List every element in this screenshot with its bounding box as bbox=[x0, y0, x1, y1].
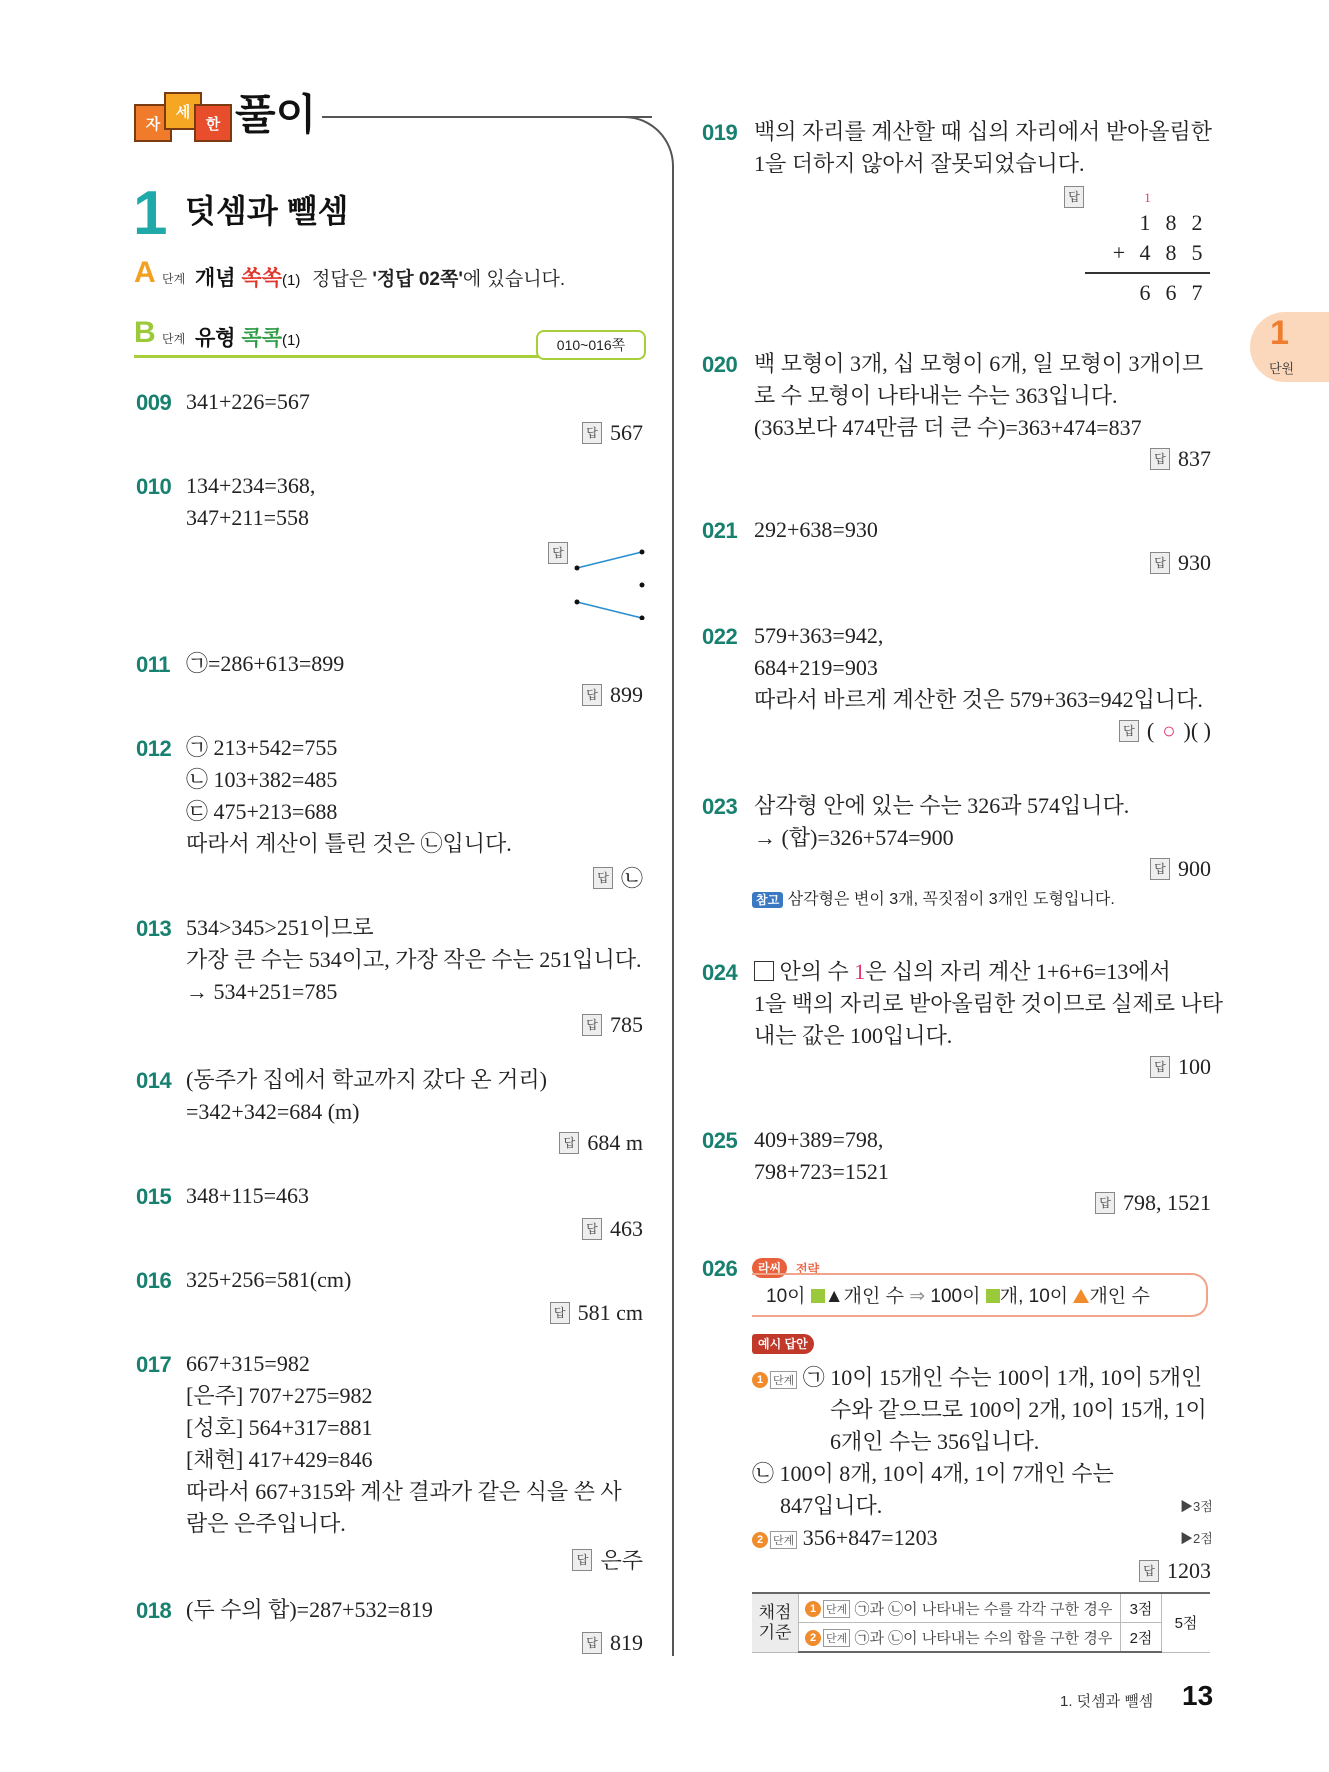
solution-line: ㉡ 103+382=485 bbox=[186, 767, 338, 792]
answer-label-icon: 답 bbox=[582, 684, 602, 706]
answer: 답 100 bbox=[1150, 1054, 1211, 1080]
unit-label: 단원 bbox=[1269, 361, 1295, 376]
lassi-badge: 라씨 bbox=[752, 1258, 787, 1278]
answer: 답 567 bbox=[582, 420, 643, 446]
step-2-badge: 2 단계 bbox=[752, 1531, 797, 1549]
answer-label-icon: 답 bbox=[582, 1014, 602, 1036]
stage-a-name: 개념 쏙쏙(1) bbox=[195, 267, 301, 290]
answer-label-icon: 답 bbox=[1150, 448, 1170, 470]
answer-label-icon: 답 bbox=[1119, 720, 1139, 742]
column-divider bbox=[672, 168, 674, 1656]
logo-blocks bbox=[134, 90, 234, 142]
answer: 답 은주 bbox=[572, 1544, 643, 1575]
solution-line: 798+723=1521 bbox=[754, 1159, 889, 1184]
solution-line: 347+211=558 bbox=[186, 505, 309, 530]
solution-line: (동주가 집에서 학교까지 갔다 온 거리) bbox=[186, 1067, 547, 1092]
solution-line: ㉢ 475+213=688 bbox=[186, 799, 338, 824]
solution-line: 341+226=567 bbox=[186, 389, 310, 414]
stage-a-mark: A bbox=[134, 256, 156, 289]
problem-number: 025 bbox=[702, 1128, 738, 1153]
stage-b-mark: B bbox=[134, 316, 156, 349]
answer-label-icon: 답 bbox=[550, 1302, 570, 1324]
solution-line: 로 수 모형이 나타내는 수는 363입니다. bbox=[754, 383, 1118, 408]
solution-line: [은주] 707+275=982 bbox=[186, 1383, 373, 1408]
page-title: 풀이 bbox=[235, 91, 317, 138]
logo-block-3: 한 bbox=[194, 104, 232, 142]
problem-number: 011 bbox=[136, 652, 170, 677]
example-answer-badge: 예시 답안 bbox=[752, 1334, 814, 1354]
solution-line: 따라서 계산이 틀린 것은 ㉡입니다. bbox=[186, 831, 512, 856]
header-rule-curve bbox=[620, 116, 674, 170]
logo-block-1: 자 bbox=[134, 104, 172, 142]
problem-number: 021 bbox=[702, 518, 738, 543]
problem-number: 015 bbox=[136, 1184, 172, 1209]
answer: 답 463 bbox=[582, 1216, 643, 1242]
answer: 답 785 bbox=[582, 1012, 643, 1038]
problem-number: 014 bbox=[136, 1068, 172, 1093]
solution-line: [성호] 564+317=881 bbox=[186, 1415, 373, 1440]
problem-number: 009 bbox=[136, 390, 172, 415]
reference-badge: 참고 bbox=[752, 892, 783, 908]
solution-line: 람은 은주입니다. bbox=[186, 1511, 346, 1536]
solution-line: ㉠=286+613=899 bbox=[186, 651, 345, 676]
answer: 답 ㉡ bbox=[593, 862, 643, 893]
answer-label-icon: 답 bbox=[572, 1549, 592, 1571]
grading-points: 3점 bbox=[1121, 1593, 1162, 1623]
solution-line: 348+115=463 bbox=[186, 1183, 309, 1208]
solution-line: =342+342=684 (m) bbox=[186, 1099, 360, 1124]
answer-label-icon: 답 bbox=[1064, 186, 1084, 208]
header-rule bbox=[322, 116, 652, 118]
green-square-icon bbox=[811, 1289, 825, 1303]
grading-criteria-table bbox=[752, 1592, 1210, 1653]
solution-line: 667+315=982 bbox=[186, 1351, 310, 1376]
chapter-title: 덧셈과 뺄셈 bbox=[185, 193, 349, 229]
green-square-icon bbox=[986, 1289, 1000, 1303]
orange-triangle-icon bbox=[1073, 1289, 1089, 1303]
solution-line: ㉠ 213+542=755 bbox=[186, 735, 338, 760]
answer: 답 899 bbox=[582, 682, 643, 708]
step-2-points: ▶2점 bbox=[1180, 1531, 1213, 1546]
problem-number: 024 bbox=[702, 960, 738, 985]
strategy-badge: 전략 bbox=[796, 1262, 820, 1276]
solution-line: 6개인 수는 356입니다. bbox=[830, 1429, 1040, 1454]
solution-line: 534>345>251이므로 bbox=[186, 915, 374, 940]
solution-line: (두 수의 합)=287+532=819 bbox=[186, 1597, 433, 1622]
solution-line: → 534+251=785 bbox=[186, 979, 338, 1004]
grading-points: 2점 bbox=[1121, 1623, 1162, 1653]
solution-line: 수와 같으므로 100이 2개, 10이 15개, 1이 bbox=[830, 1397, 1207, 1422]
solution-line: 409+389=798, bbox=[754, 1127, 884, 1152]
answer-label-icon: 답 bbox=[559, 1132, 579, 1154]
solution-line: 847입니다. bbox=[780, 1493, 883, 1518]
solution-line: 안의 수 1은 십의 자리 계산 1+6+6=13에서 bbox=[754, 956, 1171, 988]
answer-label-icon: 답 bbox=[1150, 552, 1170, 574]
problem-number: 023 bbox=[702, 794, 738, 819]
grading-total: 5점 bbox=[1162, 1593, 1211, 1652]
page-number: 13 bbox=[1182, 1680, 1214, 1711]
stage-a-note: 정답은 '정답 02쪽'에 있습니다. bbox=[312, 269, 566, 290]
solution-line: 579+363=942, bbox=[754, 623, 884, 648]
answer: 답 900 bbox=[1150, 856, 1211, 882]
solution-line: 325+256=581(cm) bbox=[186, 1267, 352, 1292]
chapter-number: 1 bbox=[133, 179, 168, 248]
solution-line: 따라서 667+315와 계산 결과가 같은 식을 쓴 사 bbox=[186, 1479, 622, 1504]
solution-line: 가장 큰 수는 534이고, 가장 작은 수는 251입니다. bbox=[186, 947, 642, 972]
solution-line: 백 모형이 3개, 십 모형이 6개, 일 모형이 3개이므 bbox=[754, 351, 1204, 376]
answer-label-icon: 답 bbox=[582, 422, 602, 444]
solution-line: 삼각형 안에 있는 수는 326과 574입니다. bbox=[754, 793, 1130, 818]
problem-number: 016 bbox=[136, 1268, 172, 1293]
solution-line: 2 단계 356+847=1203 bbox=[752, 1522, 938, 1554]
grading-head: 채점 기준 bbox=[752, 1593, 799, 1652]
answer-label-icon: 답 bbox=[1150, 858, 1170, 880]
solution-line: 1 단계 ㉠ 10이 15개인 수는 100이 1개, 10이 5개인 bbox=[752, 1362, 1202, 1394]
grading-criterion: 2 단계 ㉠과 ㉡이 나타내는 수의 합을 구한 경우 bbox=[799, 1623, 1121, 1653]
stage-b-step: 단계 bbox=[162, 332, 186, 346]
answer: 답 581 cm bbox=[550, 1300, 643, 1326]
answer: 답 837 bbox=[1150, 446, 1211, 472]
answer: 답 684 m bbox=[559, 1130, 643, 1156]
reference-note: 참고 삼각형은 변이 3개, 꼭짓점이 3개인 도형입니다. bbox=[752, 886, 1115, 909]
grading-criterion: 1 단계 ㉠과 ㉡이 나타내는 수를 각각 구한 경우 bbox=[799, 1593, 1121, 1623]
answer: 답 ( ○ )( ) bbox=[1119, 718, 1211, 744]
solution-line: 내는 값은 100입니다. bbox=[754, 1023, 953, 1048]
solution-line: 백의 자리를 계산할 때 십의 자리에서 받아올림한 bbox=[754, 119, 1213, 144]
page-range-tag: 010~016쪽 bbox=[536, 330, 646, 360]
answer: 답 798, 1521 bbox=[1095, 1190, 1211, 1216]
problem-number: 010 bbox=[136, 474, 172, 499]
problem-number: 020 bbox=[702, 352, 738, 377]
problem-number: 013 bbox=[136, 916, 172, 941]
problem-number: 022 bbox=[702, 624, 738, 649]
stage-b-name: 유형 콕콕(1) bbox=[195, 327, 301, 350]
stage-a-step: 단계 bbox=[162, 272, 186, 286]
vertical-addition: 1 1 8 2 + 4 8 5 6 6 7 bbox=[1085, 190, 1210, 310]
problem-number: 012 bbox=[136, 736, 172, 761]
line-matching-diagram bbox=[560, 540, 660, 620]
answer-label-icon: 답 bbox=[582, 1218, 602, 1240]
solution-line: (363보다 474만큼 더 큰 수)=363+474=837 bbox=[754, 415, 1142, 440]
step-1-badge: 1 단계 bbox=[752, 1371, 797, 1389]
problem-number: 026 bbox=[702, 1256, 738, 1281]
strategy-box: 10이 ▲개인 수 ⇒ 100이 개, 10이 개인 수 bbox=[752, 1273, 1208, 1317]
solution-line: 684+219=903 bbox=[754, 655, 878, 680]
problem-number: 017 bbox=[136, 1352, 172, 1377]
solution-line: 1을 백의 자리로 받아올림한 것이므로 실제로 나타 bbox=[754, 991, 1224, 1016]
blank-box-icon bbox=[754, 961, 774, 981]
answer-label-icon: 답 bbox=[582, 1632, 602, 1654]
unit-number: 1 bbox=[1270, 314, 1289, 352]
solution-line: [채현] 417+429=846 bbox=[186, 1447, 373, 1472]
problem-number: 019 bbox=[702, 120, 738, 145]
solution-line: → (합)=326+574=900 bbox=[754, 825, 954, 850]
solution-line: 따라서 바르게 계산한 것은 579+363=942입니다. bbox=[754, 687, 1203, 712]
answer: 답 930 bbox=[1150, 550, 1211, 576]
solution-line: ㉡ 100이 8개, 10이 4개, 1이 7개인 수는 bbox=[752, 1461, 1114, 1486]
problem-number: 018 bbox=[136, 1598, 172, 1623]
solution-line: 1을 더하지 않아서 잘못되었습니다. bbox=[754, 151, 1085, 176]
answer-label-icon: 답 bbox=[593, 867, 613, 889]
answer: 답 1203 bbox=[1139, 1558, 1211, 1584]
step-1-points: ▶3점 bbox=[1180, 1499, 1213, 1514]
answer-label-icon: 답 bbox=[1150, 1056, 1170, 1078]
answer-label-icon: 답 bbox=[1095, 1192, 1115, 1214]
solution-line: 292+638=930 bbox=[754, 517, 878, 542]
answer-label-icon: 답 bbox=[1139, 1560, 1159, 1582]
answer: 답 819 bbox=[582, 1630, 643, 1656]
answer-label-icon: 답 bbox=[548, 542, 568, 564]
footer-chapter: 1. 덧셈과 뺄셈 bbox=[1060, 1693, 1154, 1710]
solution-line: 134+234=368, bbox=[186, 473, 316, 498]
logo-block-2: 세 bbox=[164, 92, 202, 130]
